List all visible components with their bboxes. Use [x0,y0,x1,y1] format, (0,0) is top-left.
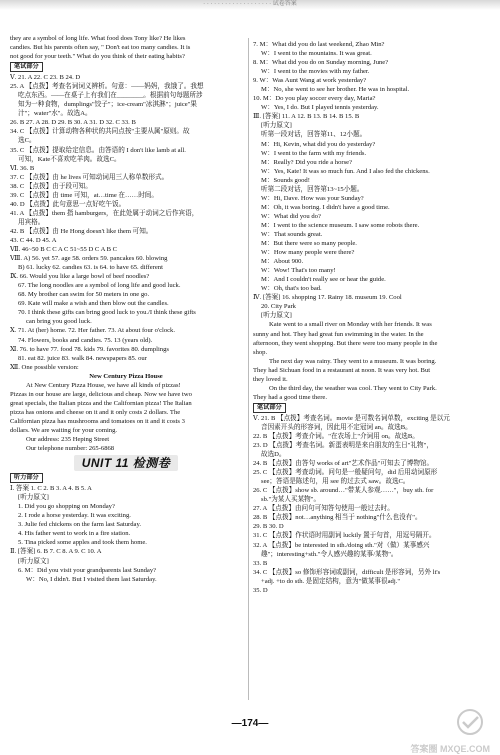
text-line: W：Yes, I do. But I played tennis yesterday. [261,104,379,112]
text-line: 81. eat 82. juice 83. walk 84. newspapers 85. our [18,354,147,362]
text-line: 40. D 【点拨】此句意思一点好吃午饭。 [10,200,126,208]
text-line: B) 61. lucky 62. candies 63. is 64. to have 65. different [18,264,163,272]
text-line: Ⅲ. [答案] 11. A 12. B 13. B 14. B 15. B [253,113,360,121]
text-line: 42. B 【点拨】由 He Hong doesn't like them 可知。 [10,227,153,235]
text-line: sunny and hot. They had great fun swimming in the water. In the [253,330,424,338]
text-line: W：I went to the movies with my father. [261,68,370,76]
text-line: 3. Julie fed chickens on the farm last Saturday. [18,521,141,529]
text-line: 39. C 【点拨】由 time 可知，at…time 在……时间。 [10,191,158,199]
text-line: Ⅴ. 21. B 【点拨】考查名词。movie 是可数名词单数，exciting 是以元 [253,414,450,422]
text-line: not good for your teeth." What do you think of their eating habits? [10,53,185,61]
text-line: shop. [253,348,268,356]
unit-banner [10,456,242,471]
text-line: 26. B 27. A 28. D 29. B 30. A 31. D 32. C 33. B [10,119,136,127]
text-line: M：About 900. [261,258,304,266]
section-tag: 听力部分 [10,473,43,483]
text-line: 音因素开头的形容词，因此用不定冠词 an。故选B。 [261,423,412,431]
text-line: 34. C 【点拨】计算动物各种状的共同点按"主要从属"原则。故 [10,128,190,136]
text-line: W：Yes, Kate! It was so much fun. And I also fed the chickens. [261,167,430,175]
text-line: 10. M：Do you play soccer every day, Maria? [253,95,376,103]
text-line: [听力原文] [261,122,292,130]
text-line: W：No, I didn't. But I visited them last Saturday. [26,575,157,583]
section-tag: 笔试部分 [253,403,286,413]
text-line: M：No, she went to see her brother. He was in hospital. [261,86,410,94]
text-line: W：What did you do? [261,212,321,220]
text-line: 70. I think these gifts can bring good luck to you./I think these gifts [18,309,196,317]
text-line: pizza has onions and cheese on it and it only costs 2 dollars. The [10,408,181,416]
text-line: M：Oh, it was boring. I didn't have a good time. [261,203,390,211]
text-line: W：How many people were there? [261,249,355,257]
text-line: W：Hi, Dave. How was your Sunday? [261,194,364,202]
left-column [10,34,242,584]
text-line: M：Hi, Kevin, what did you do yesterday? [261,140,376,148]
text-line: They had Sichuan food in a restaurant at noon. It was very hot. But [253,366,431,374]
text-line: 6. M：Did you visit your grandparents last Sunday? [18,566,157,574]
text-line: 35. D [253,586,268,594]
text-line: 34. C 【点拨】so 修饰形容词或副词，difficult 是形容词，另外 lt's [253,568,441,576]
text-line: 25. C 【点拨】考查动词。问句是一般疑问句，did 后用动词原形 [253,469,438,477]
text-line: Ⅺ. 76. to have 77. food 78. kids 79. favorites 80. dumplings [10,345,169,353]
text-line: Ⅴ. 21. A 22. C 23. B 24. D [10,74,81,82]
text-line: 听第一段对话，回答第11、12小题。 [261,131,367,139]
text-line: 26. C 【点拨】show sb. around…"带某人参观……"，buy sth. for [253,487,434,495]
text-line: W：Oh, that's too bad. [261,285,322,293]
text-line: 4. His father went to work in a fire station. [18,530,131,538]
text-line: M：But there were so many people. [261,240,357,248]
section-heading [253,402,485,414]
column-divider [248,38,249,700]
text-line: M：And I couldn't really see or hear the guide. [261,276,386,284]
text-line: Ⅸ. 66. Would you like a large bowl of beef noodles? [10,273,150,281]
text-line: 31. C 【点拨】作状语时用副词 luckily 置于句首，用逗号隔开。 [253,532,436,540]
section-heading [10,472,242,484]
text-line: Our telephone number: 265-6868 [26,445,115,453]
text-line: 41. A 【点拨】them 指 hamburgers，在此处属于动词之后作宾语， [10,209,199,217]
text-line: they are a symbol of long life. What food does Tony like? He likes [10,35,186,42]
text-line: 22. B 【点拨】考查介词。"在农场上"介词用 on。故选B。 [253,432,419,440]
text-line: 37. C 【点拨】由 he lives 可知动词用三人称单数形式。 [10,173,169,181]
text-line: They had a good time there. [253,393,327,401]
text-line: 5. Tina picked some apples and took them home. [18,539,147,547]
text-line: 8. M：What did you do on Sunday morning, June? [253,59,389,67]
text-line: 38. C 【点拨】由于段可知。 [10,182,92,190]
unit-title: UNIT 11 检测卷 [74,455,179,471]
text-line: 28. B 【点拨】not…anything 相当于 nothing"什么也没有"。 [253,514,422,522]
watermark-text: 答案圈 MXQE.COM [410,744,490,754]
text-line: On the third day, the weather was cool. They went to City Park. [269,384,437,392]
text-line: Ⅵ. 36. B [10,164,35,172]
text-line: dollars. We are waiting for your coming. [10,426,118,434]
text-line: 33. B [253,559,268,567]
text-line: 2. I rode a horse yesterday. It was exciting. [18,512,131,520]
text-line: 24. B 【点拨】由答句 works of art"艺术作品"可知去了博物馆。 [253,460,434,468]
text-line: W：That sounds great. [261,230,323,238]
text-line: 可知，Kate不喜欢吃羊肉。故选C。 [18,155,121,163]
page-header-strip: · · · · · · · · · · · · · · · · · · · 试卷答案 [0,0,500,10]
text-line: 29. B 30. D [253,523,284,531]
text-line: 20. City Park [261,303,296,311]
text-line: 故选D。 [261,451,286,459]
text-line: sb."为某人买某物"。 [261,496,321,504]
text-line: 趣"；interesting+sth."令人感兴趣的某事/某物"。 [261,550,398,558]
watermark-logo [380,707,490,754]
text-line: 听第二段对话，回答第13~15小题。 [261,185,364,193]
text-line: New Century Pizza House [89,372,163,380]
page-number: —174— [231,718,269,729]
text-line: 32. A 【点拨】be interested in sth./doing sth."对（做）某事感兴 [253,541,430,549]
text-line: 用宾格。 [18,218,45,226]
text-line: Kate went to a small river on Monday with her friends. It was [269,321,432,329]
text-line: Ⅶ. 46~50 B C C A C 51~55 D C A B C [10,246,118,254]
text-line: 23. D 【点拨】考查名词。新蛋表明是来自朋友的生日"礼物"， [253,442,433,450]
text-line: Pizzas in our house are large, delicious and cheap. Now we have two [10,390,192,398]
text-line: M：I went to the science museum. I saw some robots there. [261,221,420,229]
text-line: Californian pizza has mushrooms and tomatoes on it and it costs 3 [10,417,185,425]
text-line: 69. Kate will make a wish and then blow out the candles. [18,300,169,308]
text-line: 9. W：Was Aunt Wang at work yesterday? [253,77,367,85]
text-line: W：I went to the farm with my friends. [261,149,367,157]
text-line: W：I went to the mountains. It was great. [261,50,372,58]
text-line: 35. C 【点拨】提取给定信息。由答语的 I don't like lamb at all. [10,146,186,154]
text-line: 1. Did you go shopping on Monday? [18,503,115,511]
text-line: The next day was rainy. They went to a museum. It was boring. [269,357,437,365]
text-line: [听力原文] [18,494,49,502]
text-line: 选C。 [18,137,36,145]
text-line: [听力原文] [261,312,292,320]
text-line: M：Sounds good! [261,176,310,184]
section-tag: 笔试部分 [10,62,43,72]
text-line: Ⅱ. [答案] 6. B 7. C 8. A 9. C 10. A [10,548,102,556]
text-line: 74. Flowers, books and candies. 75. 13 (years old). [18,336,153,344]
text-line: 27. A 【点拨】由问句可知答句使用一般过去时。 [253,505,394,513]
text-line: [听力原文] [18,557,49,565]
text-line: 67. The long noodles are a symbol of long life and good luck. [18,282,181,290]
text-line: At New Century Pizza House, we have all kinds of pizzas! [26,381,181,389]
text-line: +adj. +to do sth. 是固定结构，意为"做某事很adj." [261,577,401,585]
text-line: M：Really? Did you ride a horse? [261,158,353,166]
text-line: W：Wow! That's too many! [261,267,336,275]
text-line: afternoon, they went shopping. But there were too many people in the [253,339,438,347]
watermark-icon [450,707,490,737]
text-line: Ⅰ. 答案 1. C 2. B 3. A 4. B 5. A [10,485,92,493]
text-line: Our address: 235 Heping Street [26,436,110,444]
text-line: 吃点东西。——在桌子上有我们在________。根据前句每题所涉 [18,92,203,100]
text-line: 汁"；water"水"。故选A。 [18,110,92,118]
text-line: 7. M：What did you do last weekend, Zhao Min? [253,41,385,48]
text-line: they loved it. [253,375,288,383]
text-line: candies. But his parents often say, " Don't eat too many candies. It is [10,44,191,52]
text-line: Ⅳ. [答案] 16. shopping 17. Rainy 18. museum 19. Cool [253,294,402,302]
text-line: can bring you good luck. [26,318,92,326]
text-line: 43. C 44. D 45. A [10,236,57,244]
text-line: Ⅹ. 71. At (her) home. 72. Her father. 73. At about four o'clock. [10,327,176,335]
text-line: 68. My brother can swim for 50 meters in one go. [18,291,150,299]
text-line: 知为一种食物，dumplings"饺子"；ice-cream"冰淇淋"；juice"果 [18,101,198,109]
text-line: see；答语是陈述句，用 see 的过去式 saw。故选C。 [261,478,410,486]
section-heading [10,61,242,73]
text-line: Ⅻ. One possible version: [10,363,79,371]
text-line: Ⅷ. A) 56. yet 57. age 58. orders 59. pancakes 60. blowing [10,255,168,263]
text-line: 25. A 【点拨】考查名词词义辨析。句意：——妈妈，我饿了。我想 [10,83,204,91]
right-column [253,40,485,595]
text-line: great specials, the Italian pizza and the Californian pizza! The Italian [10,399,192,407]
